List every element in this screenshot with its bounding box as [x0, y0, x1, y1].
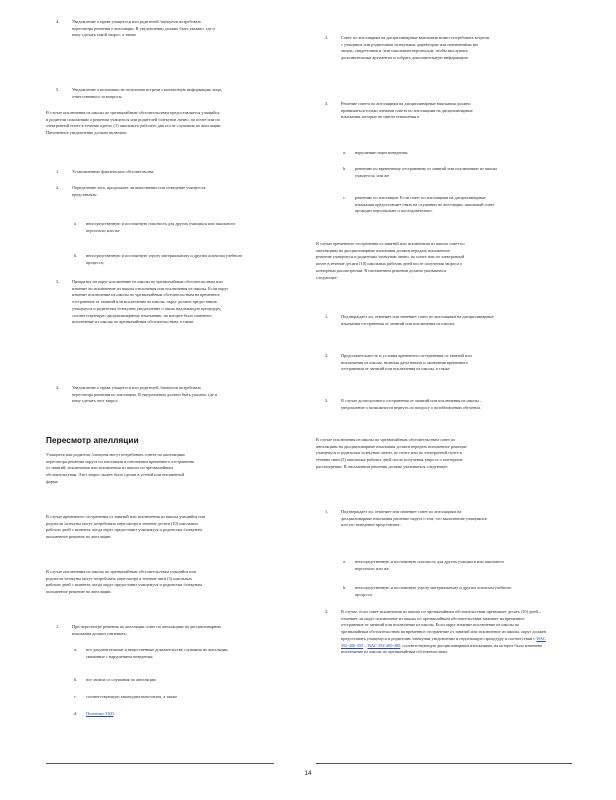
sub-list-item-text: соответствующую законодательно-штата, а также — [86, 694, 178, 699]
list-item-text: Прекратит ли округ исключение из школы по чрезвычайным обстоятельствам или изменит ли исключение из школы отклонения или исключения из школы. Если округ изменит исключение из школы по чрезвычайным обстоятельствам на временное отстранение от занятий или исключение из школы, округ должен предоставить учащемуся и родителям /опекунам уведомление о таких надлежащую процедуру, соответствующую дисциплинарному взысканию, на которое было изменено исключение из школы по чрезвычайным обстоятельствам, а также — [72, 279, 229, 325]
list-item-text: Определение того, продолжает ли выполнение или поведение учащегося представлять: — [72, 185, 206, 197]
wac-480-link[interactable]: WAC 392-400-480 — [367, 642, 401, 648]
sub-list-item-text: непосредственную и постоянную угрозу материальному и другим аспектам учебного процесса; — [86, 253, 243, 265]
list-item: 1. Установленные фактические обстоятельства; — [56, 169, 155, 174]
list-item: 1. Подтверждает ли, отменяет или изменяет совет по апелляциям на дисциплинарные взыскания отстранения от занятий или исключения из школы; — [325, 314, 494, 326]
sub-list-item-text: решению по апелляции. Если совет по апелляциям на дисциплинарные взыскания предоставляет связь на слушании по апелляции, школьный совет проводит персонально и последовательно. — [355, 195, 495, 214]
list-item: 3. Решение совета по апелляциям на дисциплинарные взыскания должно приниматься только членами совета по апелляциям на дисциплинарные взыскания, которые не имели отношения к — [325, 101, 473, 120]
sub-list-item-text: непосредственную и постоянную угрозу материальному и другим аспектам учебного процесса. — [355, 585, 512, 597]
list-item-text: Уведомление о праве учащегося или родителей /опекунов потребовать пересмотра решения о апелляции. В уведомлении должно быть указано, где и кому сделать такой запрос, а также — [72, 19, 215, 38]
list-item: 5. Уведомление о возможности получения встречи с контактную информацию лица, ответственного за вопросы. — [56, 87, 222, 99]
list-item-text: Совет по апелляциям на дисциплинарные взыскания может потребовать встречи с учащимся или родителями /опекунами, директором или назначенным им лицом, свидетелями и /или школьным персоналом, чтобы выслушать дополнительные аргументы и собрать дополнительную информацию. — [341, 35, 489, 61]
list-item: 1. При пересмотре решения по апелляции совет по апелляциям на дисциплинарные взыскания должен учитывать: — [56, 624, 222, 636]
sub-list-item: a. все документальные и вещественные доказательства слушания по апелляции, связанные с нарушением поведения; — [74, 647, 229, 659]
paragraph: В случае исключения из школы по чрезвычайным обстоятельствам учащийся или родители /опекуны могут потребовать пересмотра в течение пяти (5) школьных рабочих дней с момента, когда округ предоставит учащемуся и родителям /опекунам письменное решение по апелляции. — [46, 569, 202, 595]
footer-rule-right — [316, 763, 572, 764]
list-item: 4. Уведомление о праве учащегося или родителей /опекунов потребовать пересмотра решения о апелляции. В уведомлении должно быть указано, где и кому сделать такой запрос, а также — [56, 19, 215, 38]
sub-list-item: b. непосредственную и постоянную угрозу материальному и другим аспектам учебного процесса. — [343, 585, 512, 597]
sub-list-item-text: непосредственную и постоянную опасность для других учащихся или школьного персонала; или же — [355, 559, 505, 571]
paragraph: В случае исключения из школы по чрезвычайным обстоятельствам предоставляется учащийся и родители показаниям о решении учащегося или родителей /опекунов лично, по почте или по электронной почте в течение одного (1) школьного рабочего дня после слушания по апелляции. Письменное уведомление должно включать: — [46, 110, 222, 136]
list-item-text: Установленные фактические обстоятельства; — [72, 169, 155, 174]
sub-list-item-text: непосредственную и постоянную опасность для других учащихся или школьного персонала; или же — [86, 221, 236, 233]
paragraph: Учащиеся или родители /опекуны могут потребовать совета по апелляциям пересмотра решения округа по апелляции в отношении временного отстранения от занятий, исключения или исключения из школы по чрезвычайным обстоятельствам. Этот запрос может быть сделан в устной или письменной форме. — [46, 452, 194, 484]
sub-list-item: a. непосредственную и постоянную опасность для других учащихся или школьного персонала; или же — [74, 221, 236, 233]
paragraph: В случае временного отстранения от занятий или исключения из школы учащийся или родители /опекуны могут потребовать пересмотра в течение десяти (10) школьных рабочих дней с момента, когда округ предоставит учащемуся и родителям /опекунам письменное решение по апелляции. — [46, 514, 206, 540]
sub-list-item-text: решению по временному отстранению от занятий или исключению из школы учащегося; или же — [355, 166, 498, 178]
sub-list-item-text: все записи со слушания по апелляции; — [86, 677, 157, 682]
sub-list-item-text: все документальные и вещественные доказательства слушания по апелляции, связанные с нарушением поведения; — [86, 647, 229, 659]
list-item-text: Подтверждает ли, отменяет или изменяет совет по апелляциям на дисциплинарные взыскания отстранения от занятий или исключения из школы; — [341, 314, 494, 326]
list-item-text: Подтверждает ли, отменяет или изменяет совет по апелляциям на дисциплинарные взыскания решение округа о том, что выполнение учащимися или его поведение представляет: — [341, 509, 487, 528]
list-item: 3. В случае долгосрочного отстранения от занятий или исключения из школы – уведомление о возможности вернуть по вопросу о возобновлении обучения. — [325, 398, 482, 410]
list-item-text: В случае долгосрочного отстранения от занятий или исключения из школы – уведомление о возможности вернуть по вопросу о возобновлении обучения. — [341, 398, 482, 410]
sub-list-item: c. соответствующую законодательно-штата, а также — [74, 694, 178, 699]
sub-list-item: b. решению по временному отстранению от занятий или исключению из школы учащегося; или же — [343, 166, 498, 178]
list-item-text: Уведомление о праве учащегося или родителей /опекунов потребовать пересмотра решения по апелляции. В уведомлении должно быть указано, где и кому сделать этот запрос. — [72, 385, 218, 404]
list-item-text: Уведомление о возможности получения встречи с контактную информацию лица, ответственного за вопросы. — [72, 87, 222, 99]
paragraph: В случае исключения из школы по чрезвычайным обстоятельствам совет по апелляциям на дисциплинарные взыскания должен передать письменное решение учащемуся и родителям /опекунам лично, по почте или по электронной почте в течение пяти (5) школьных рабочих дней после получения запроса о повторном рассмотрении. В письменном решении должно указываться следующее: — [316, 437, 467, 469]
list-item-text: Решение совета по апелляциям на дисциплинарные взыскания должно приниматься только членами совета по апелляциям на дисциплинарные взыскания, которые не имели отношения к — [341, 101, 473, 120]
sub-list-item: d. Политику 3300. — [74, 711, 115, 716]
sub-list-item: c. решению по апелляции. Если совет по апелляциям на дисциплинарные взыскания предоставляет связь на слушании по апелляции, школьный совет проводит персонально и последовательно. — [343, 195, 495, 214]
footer-rule-left — [46, 763, 274, 764]
sub-list-item: b. непосредственную и постоянную угрозу материальному и другим аспектам учебного процесса; — [74, 253, 243, 265]
list-item-text: При пересмотре решения по апелляции совет по апелляциям на дисциплинарные взыскания должен учитывать: — [72, 624, 222, 636]
sub-list-item-text: нарушению норм поведения; — [355, 150, 409, 155]
list-item: 4. Уведомление о праве учащегося или родителей /опекунов потребовать пересмотра решения по апелляции. В уведомлении должно быть указано, где и кому сделать этот запрос. — [56, 385, 218, 404]
wac-455-link[interactable]: WAC 392-400-455 — [341, 635, 546, 648]
sub-list-item: a. нарушению норм поведения; — [343, 150, 409, 155]
page-number: 14 — [304, 771, 312, 777]
list-item: 2. В случае, если совет исключения из школы по чрезвычайным обстоятельствам превышает десять (10) дней – отменяет ли округ исключение из школы по чрезвычайным обстоятельствам заменяет на временное отстранение от занятий или исключение из школы. Если округ изменит исключение из школы по чрезвычайным обстоятельствам на временное отстранение от занятий или исключение из школы, округ должен предоставить учащемуся и родителям /опекунам уведомление и надлежащую процедуру в соответствии с WAC 392-400-455 – WAC 392-400-480, соответствующую дисциплинарным взысканиям, на которое было изменено исключение из школы по чрезвычайным обстоятельствам. — [325, 609, 546, 655]
list-item: 2. Определение того, продолжает ли выполнение или поведение учащегося представлять: — [56, 185, 206, 197]
section-heading: Пересмотр апелляции — [46, 436, 139, 445]
list-item-text: Продолжительность и условия временного отстранения от занятий или исключения из школы, включая даты начала и окончания временного отстранения от занятий или исключения из школы, а также — [341, 353, 472, 372]
list-item: 1. Подтверждает ли, отменяет или изменяет совет по апелляциям на дисциплинарные взыскания решение округа о том, что выполнение учащимися или его поведение представляет: — [325, 509, 487, 528]
sub-list-item: a. непосредственную и постоянную опасность для других учащихся или школьного персонала; или же — [343, 559, 505, 571]
paragraph: В случае временного отстранения от занятий или исключения из школы совет по апелляциям на дисциплинарные взыскания должен передать письменное решение учащемуся и родителям /опекунам лично, по почте или по электронной почте в течение десяти (10) школьных рабочих дней после получения запроса о повторном рассмотрении. В письменном решении должно указываться следующее: — [316, 241, 465, 280]
list-item: 2. Продолжительность и условия временного отстранения от занятий или исключения из школы, включая даты начала и окончания временного отстранения от занятий или исключения из школы, а также — [325, 353, 472, 372]
sub-list-item: b. все записи со слушания по апелляции; — [74, 677, 157, 682]
policy-link[interactable]: Политику 3300 — [86, 711, 114, 716]
list-item: 2. Совет по апелляциям на дисциплинарные взыскания может потребовать встречи с учащимся или родителями /опекунами, директором или назначенным им лицом, свидетелями и /или школьным персоналом, чтобы выслушать дополнительные аргументы и собрать дополнительную информацию. — [325, 35, 489, 61]
list-item-text: В случае, если совет исключения из школы по чрезвычайным обстоятельствам превышает десять (10) дней – отменяет ли округ исключение из школы по чрезвычайным обстоятельствам заменяет на временное отстранение от занятий или исключение из школы. Если округ изменит исключение из школы по чрезвычайным обстоятельствам на временное отстранение от занятий или исключение из школы, округ должен предоставить учащемуся и родителям /опекунам уведомление и надлежащую процедуру в соответствии с — [341, 609, 546, 641]
list-item: 3. Прекратит ли округ исключение из школы по чрезвычайным обстоятельствам или изменит ли исключение из школы отклонения или исключения из школы. Если округ изменит исключение из школы по чрезвычайным обстоятельствам на временное отстранение от занятий или исключение из школы, округ должен предоставить учащемуся и родителям /опекунам уведомление о таких надлежащую процедуру, соответствующую дисциплинарному взысканию, на которое было изменено исключение из школы по чрезвычайным обстоятельствам, а также — [56, 279, 229, 325]
